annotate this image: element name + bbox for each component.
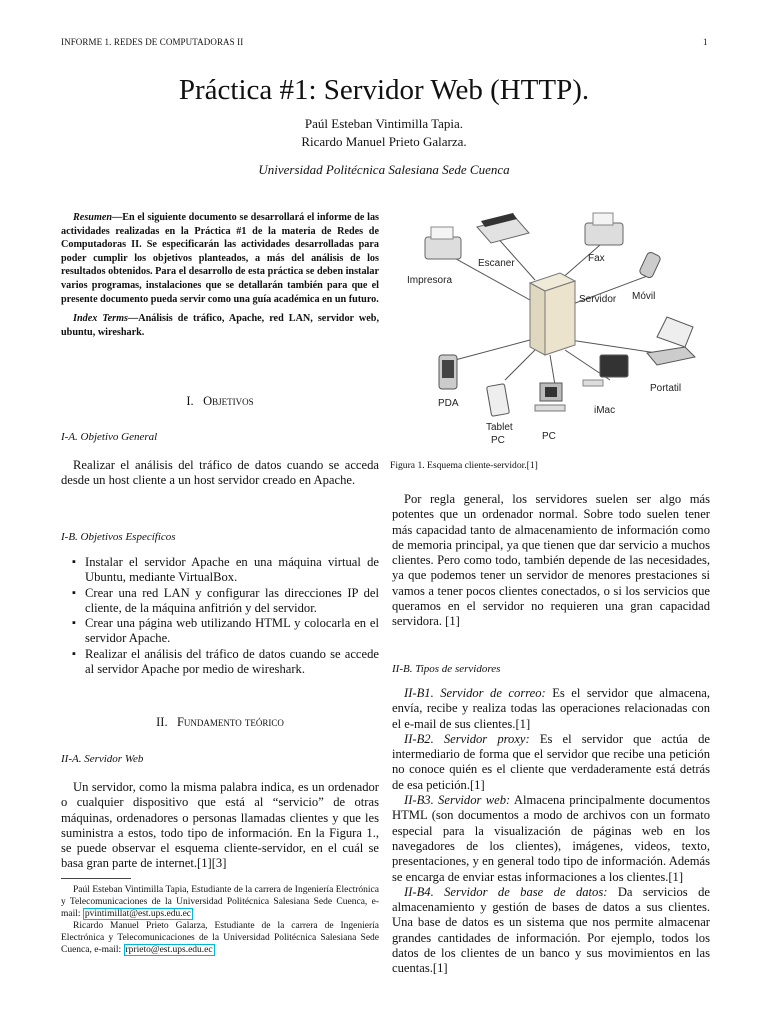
email-link-1[interactable]: pvintimillat@est.ups.edu.ec bbox=[84, 909, 192, 919]
label-tablet-pc: PC bbox=[491, 435, 505, 446]
running-header: INFORME 1. REDES DE COMPUTADORAS II bbox=[61, 37, 244, 47]
label-pc: PC bbox=[542, 431, 556, 442]
label-pda: PDA bbox=[438, 398, 459, 409]
pda-icon bbox=[439, 355, 457, 389]
server-icon bbox=[530, 273, 575, 355]
list-item: ▪ Crear una red LAN y configurar las direcciones IP del cliente, de la máquina anfitrión y del servidor. bbox=[85, 586, 379, 617]
author-1: Paúl Esteban Vintimilla Tapia. bbox=[304, 116, 464, 131]
paper-title: Práctica #1: Servidor Web (HTTP). bbox=[178, 74, 590, 106]
tablet-icon bbox=[487, 384, 510, 417]
footnote-rule bbox=[61, 878, 131, 879]
index-terms-label: Index Terms bbox=[73, 313, 129, 325]
list-item: ▪ Crear una página web utilizando HTML y colocarla en el servidor Apache. bbox=[85, 616, 379, 647]
label-servidor: Servidor bbox=[579, 294, 617, 305]
pc-icon bbox=[535, 383, 565, 411]
imac-icon bbox=[583, 355, 628, 386]
subsection-1b: I-B. Objetivos Específicos bbox=[61, 531, 176, 543]
mobile-icon bbox=[639, 251, 662, 279]
abstract bbox=[61, 211, 379, 339]
label-tablet: Tablet bbox=[486, 422, 513, 433]
label-imac: iMac bbox=[594, 405, 616, 416]
server-type-proxy: II-B2. Servidor proxy: Es el servidor que actúa de intermediario de forma que el servidor que recibe una petición no conoce quién es el cliente que verdaderamente está detrás de esa petición.[1] bbox=[392, 731, 710, 792]
page-number: 1 bbox=[703, 37, 708, 47]
figure-caption: Figura 1. Esquema cliente-servidor.[1] bbox=[390, 460, 538, 471]
label-impresora: Impresora bbox=[407, 275, 453, 286]
author-2: Ricardo Manuel Prieto Galarza. bbox=[301, 134, 467, 149]
scanner-icon bbox=[477, 213, 529, 243]
section-2-heading: II. Fundamento teórico bbox=[156, 715, 284, 729]
list-item: ▪ Instalar el servidor Apache en una máquina virtual de Ubuntu, mediante VirtualBox. bbox=[85, 555, 379, 586]
laptop-icon bbox=[647, 317, 695, 365]
server-web-text: Un servidor, como la misma palabra indica, es un ordenador o cualquier dispositivo que está al “servicio” de otras máquinas, ordenadores o personas llamadas clientes y que les suministra a estos, todo tipo de información. En la Figura 1., se puede observar el esquema cliente-servidor, en el cuál se basa gran parte de internet.[1][3] bbox=[61, 780, 379, 871]
email-link-2[interactable]: rprieto@est.ups.edu.ec bbox=[125, 945, 213, 955]
label-movil: Móvil bbox=[632, 291, 656, 302]
abstract-text: —En el siguiente documento se desarrollará el informe de las actividades realizadas en la Práctica #1 de la materia de Redes de Computadoras II. Se especificarán las actividades desarrolladas para poder cumplir los objetivos planteados, a más del análisis de los resultados obtenidos. Para el desarrollo de esta práctica se deben instalar varios programas, instalaciones que se detallarán también para que el presente documento pueda servir como una guía académica en un futuro. bbox=[61, 212, 379, 305]
server-types-list bbox=[392, 686, 710, 977]
objective-general-text: Realizar el análisis del tráfico de datos cuando se acceda desde un host cliente a un host servidor creado en Apache. bbox=[61, 458, 379, 488]
server-type-mail: II-B1. Servidor de correo: Es el servidor que almacena, envía, recibe y realiza todas las operaciones relacionadas con el e-mail de sus clientes.[1] bbox=[392, 686, 710, 731]
label-escaner: Escaner bbox=[478, 258, 515, 269]
label-fax: Fax bbox=[588, 253, 605, 264]
objectives-list bbox=[61, 555, 379, 677]
subsection-1a: I-A. Objetivo General bbox=[61, 431, 158, 443]
abstract-label: Resumen bbox=[73, 212, 113, 223]
subsection-2a: II-A. Servidor Web bbox=[61, 753, 144, 765]
affiliation: Universidad Politécnica Salesiana Sede Cuenca bbox=[258, 162, 510, 177]
right-intro-paragraph: Por regla general, los servidores suelen ser algo más potentes que un ordenador normal. Sobre todo suelen tener más capacidad tanto de almacenamiento de información como de memoria principal, ya que tienen que dar servicio a muchos clientes. Pero como todo, también depende de las necesidades, ya que podemos tener un servidor de menores prestaciones si vamos a tener pocos clientes conectados, o si los servicios que queramos en el servidor no requieren una gran capacidad servidora. [1] bbox=[392, 492, 710, 629]
section-1-heading: I. Objetivos bbox=[186, 394, 254, 408]
list-item: ▪ Realizar el análisis del tráfico de datos cuando se accede al servidor Apache por medio de wireshark. bbox=[85, 647, 379, 678]
client-server-diagram bbox=[395, 205, 715, 450]
label-portatil: Portatil bbox=[650, 383, 682, 394]
footnotes: Paúl Esteban Vintimilla Tapia, Estudiante de la carrera de Ingeniería Electrónica y Telecomunicaciones de la Universidad Politécnica Salesiana Sede Cuenca, e-mail: pvintimillat@est.ups.edu.ec Ricardo Manuel Prieto Galarza, Estudiante de la carrera de Ingeniería Electrónica y Telecomunicaciones de la Universidad Politécnica Salesiana Sede Cuenca, e-mail: rprieto@est.ups.edu.ec bbox=[61, 884, 379, 956]
subsection-2b: II-B. Tipos de servidores bbox=[392, 663, 501, 675]
index-terms-text: —Análisis de tráfico, Apache, red LAN, servidor web, ubuntu, wireshark. bbox=[61, 313, 379, 338]
printer-icon bbox=[425, 227, 461, 259]
server-type-database: II-B4. Servidor de base de datos: Da servicios de almacenamiento y gestión de bases de datos a sus clientes. Una base de datos es un sistema que nos permite almacenar grandes cantidades de información. Por ejemplo, todos los datos de los clientes de un banco y sus movimientos en las cuentas.[1] bbox=[392, 884, 710, 976]
fax-icon bbox=[585, 213, 623, 245]
server-type-web: II-B3. Servidor web: Almacena principalmente documentos HTML (son documentos a modo de archivos con un formato especial para la visualización de páginas web en los navegadores de los clientes), imágenes, videos, texto, presentaciones, y en general todo tipo de información. Además se encarga de enviar estas informaciones a los clientes.[1] bbox=[392, 793, 710, 884]
